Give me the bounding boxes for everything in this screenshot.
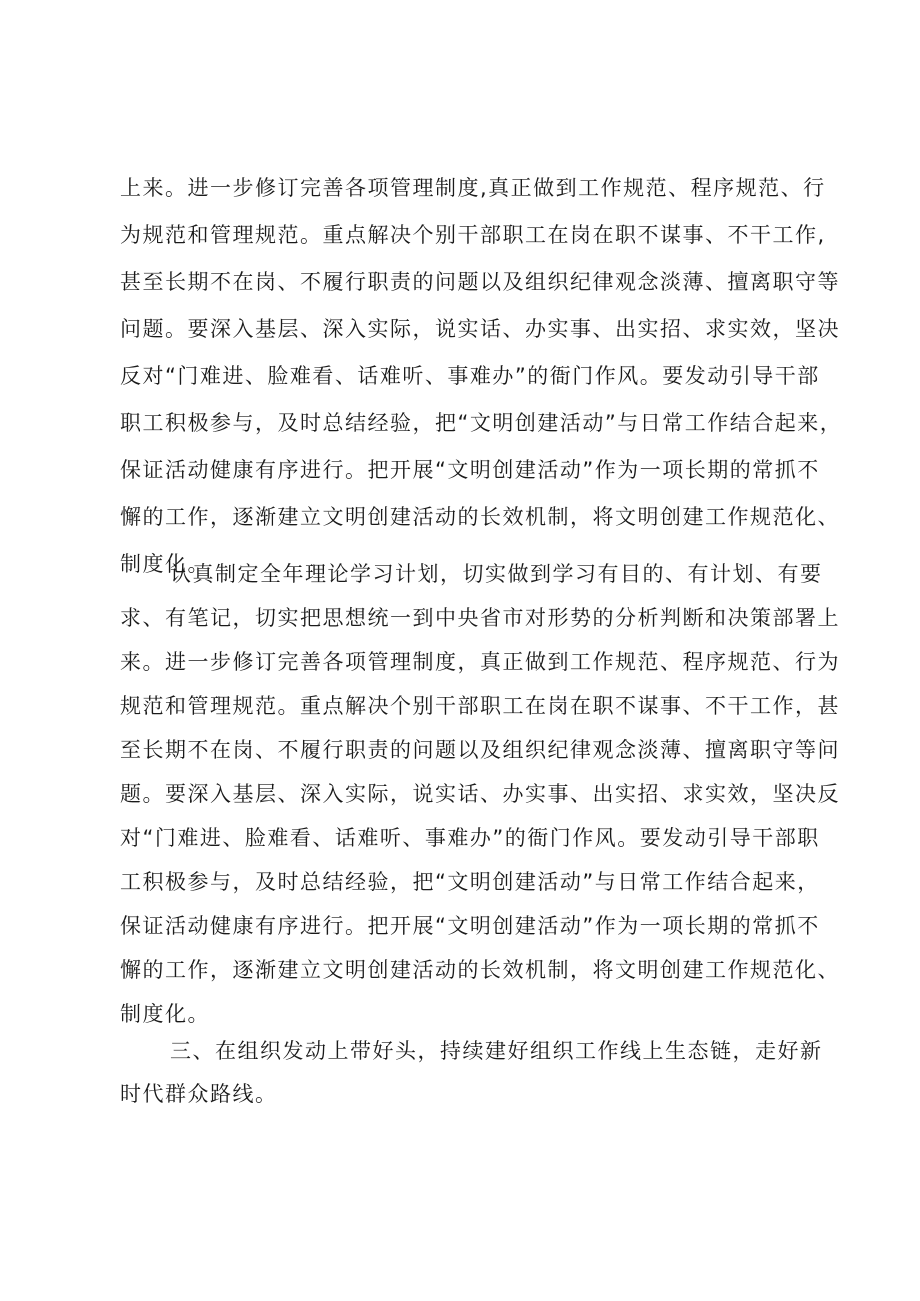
paragraph-line: 为规范和管理规范。重点解决个别干部职工在岗在职不谋事、不干工作, <box>120 223 826 247</box>
paragraph-line: 来。进一步修订完善各项管理制度，真正做到工作规范、程序规范、行为 <box>120 650 840 674</box>
paragraph-line: 反对“门难进、脸难看、话难听、事难办”的衙门作风。要发动引导干部 <box>120 364 820 388</box>
paragraph-line: 保证活动健康有序进行。把开展“文明创建活动”作为一项长期的常抓不 <box>120 914 820 938</box>
paragraph-line: 懈的工作，逐渐建立文明创建活动的长效机制，将文明创建工作规范化、 <box>120 505 840 529</box>
paragraph-line: 上来。进一步修订完善各项管理制度,真正做到工作规范、程序规范、行 <box>120 176 826 200</box>
paragraph-line: 题。要深入基层、深入实际，说实话、办实事、出实招、求实效，坚决反 <box>120 782 840 806</box>
paragraph-line: 问题。要深入基层、深入实际，说实话、办实事、出实招、求实效，坚决 <box>120 317 840 341</box>
paragraph-line: 甚至长期不在岗、不履行职责的问题以及组织纪律观念淡薄、擅离职守等 <box>120 270 840 294</box>
paragraph-line: 规范和管理规范。重点解决个别干部职工在岗在职不谋事、不干工作，甚 <box>120 694 840 718</box>
paragraph-line: 时代群众路线。 <box>120 1082 278 1106</box>
paragraph-line: 工积极参与，及时总结经验，把“文明创建活动”与日常工作结合起来， <box>120 870 820 894</box>
paragraph-line: 三、在组织发动上带好头，持续建好组织工作线上生态链，走好新 <box>170 1039 823 1063</box>
paragraph-line: 懈的工作，逐渐建立文明创建活动的长效机制，将文明创建工作规范化、 <box>120 958 840 982</box>
paragraph-line: 保证活动健康有序进行。把开展“文明创建活动”作为一项长期的常抓不 <box>120 458 820 482</box>
paragraph-line: 认真制定全年理论学习计划，切实做到学习有目的、有计划、有要 <box>170 562 823 586</box>
paragraph-line: 制度化。 <box>120 1002 210 1026</box>
paragraph-line: 求、有笔记，切实把思想统一到中央省市对形势的分析判断和决策部署上 <box>120 606 840 630</box>
paragraph-line: 对“门难进、脸难看、话难听、事难办”的衙门作风。要发动引导干部职 <box>120 826 820 850</box>
paragraph-line: 制度化。 <box>120 552 210 576</box>
paragraph-line: 至长期不在岗、不履行职责的问题以及组织纪律观念淡薄、擅离职守等问 <box>120 738 840 762</box>
paragraph-line: 职工积极参与，及时总结经验，把“文明创建活动”与日常工作结合起来， <box>120 411 843 435</box>
